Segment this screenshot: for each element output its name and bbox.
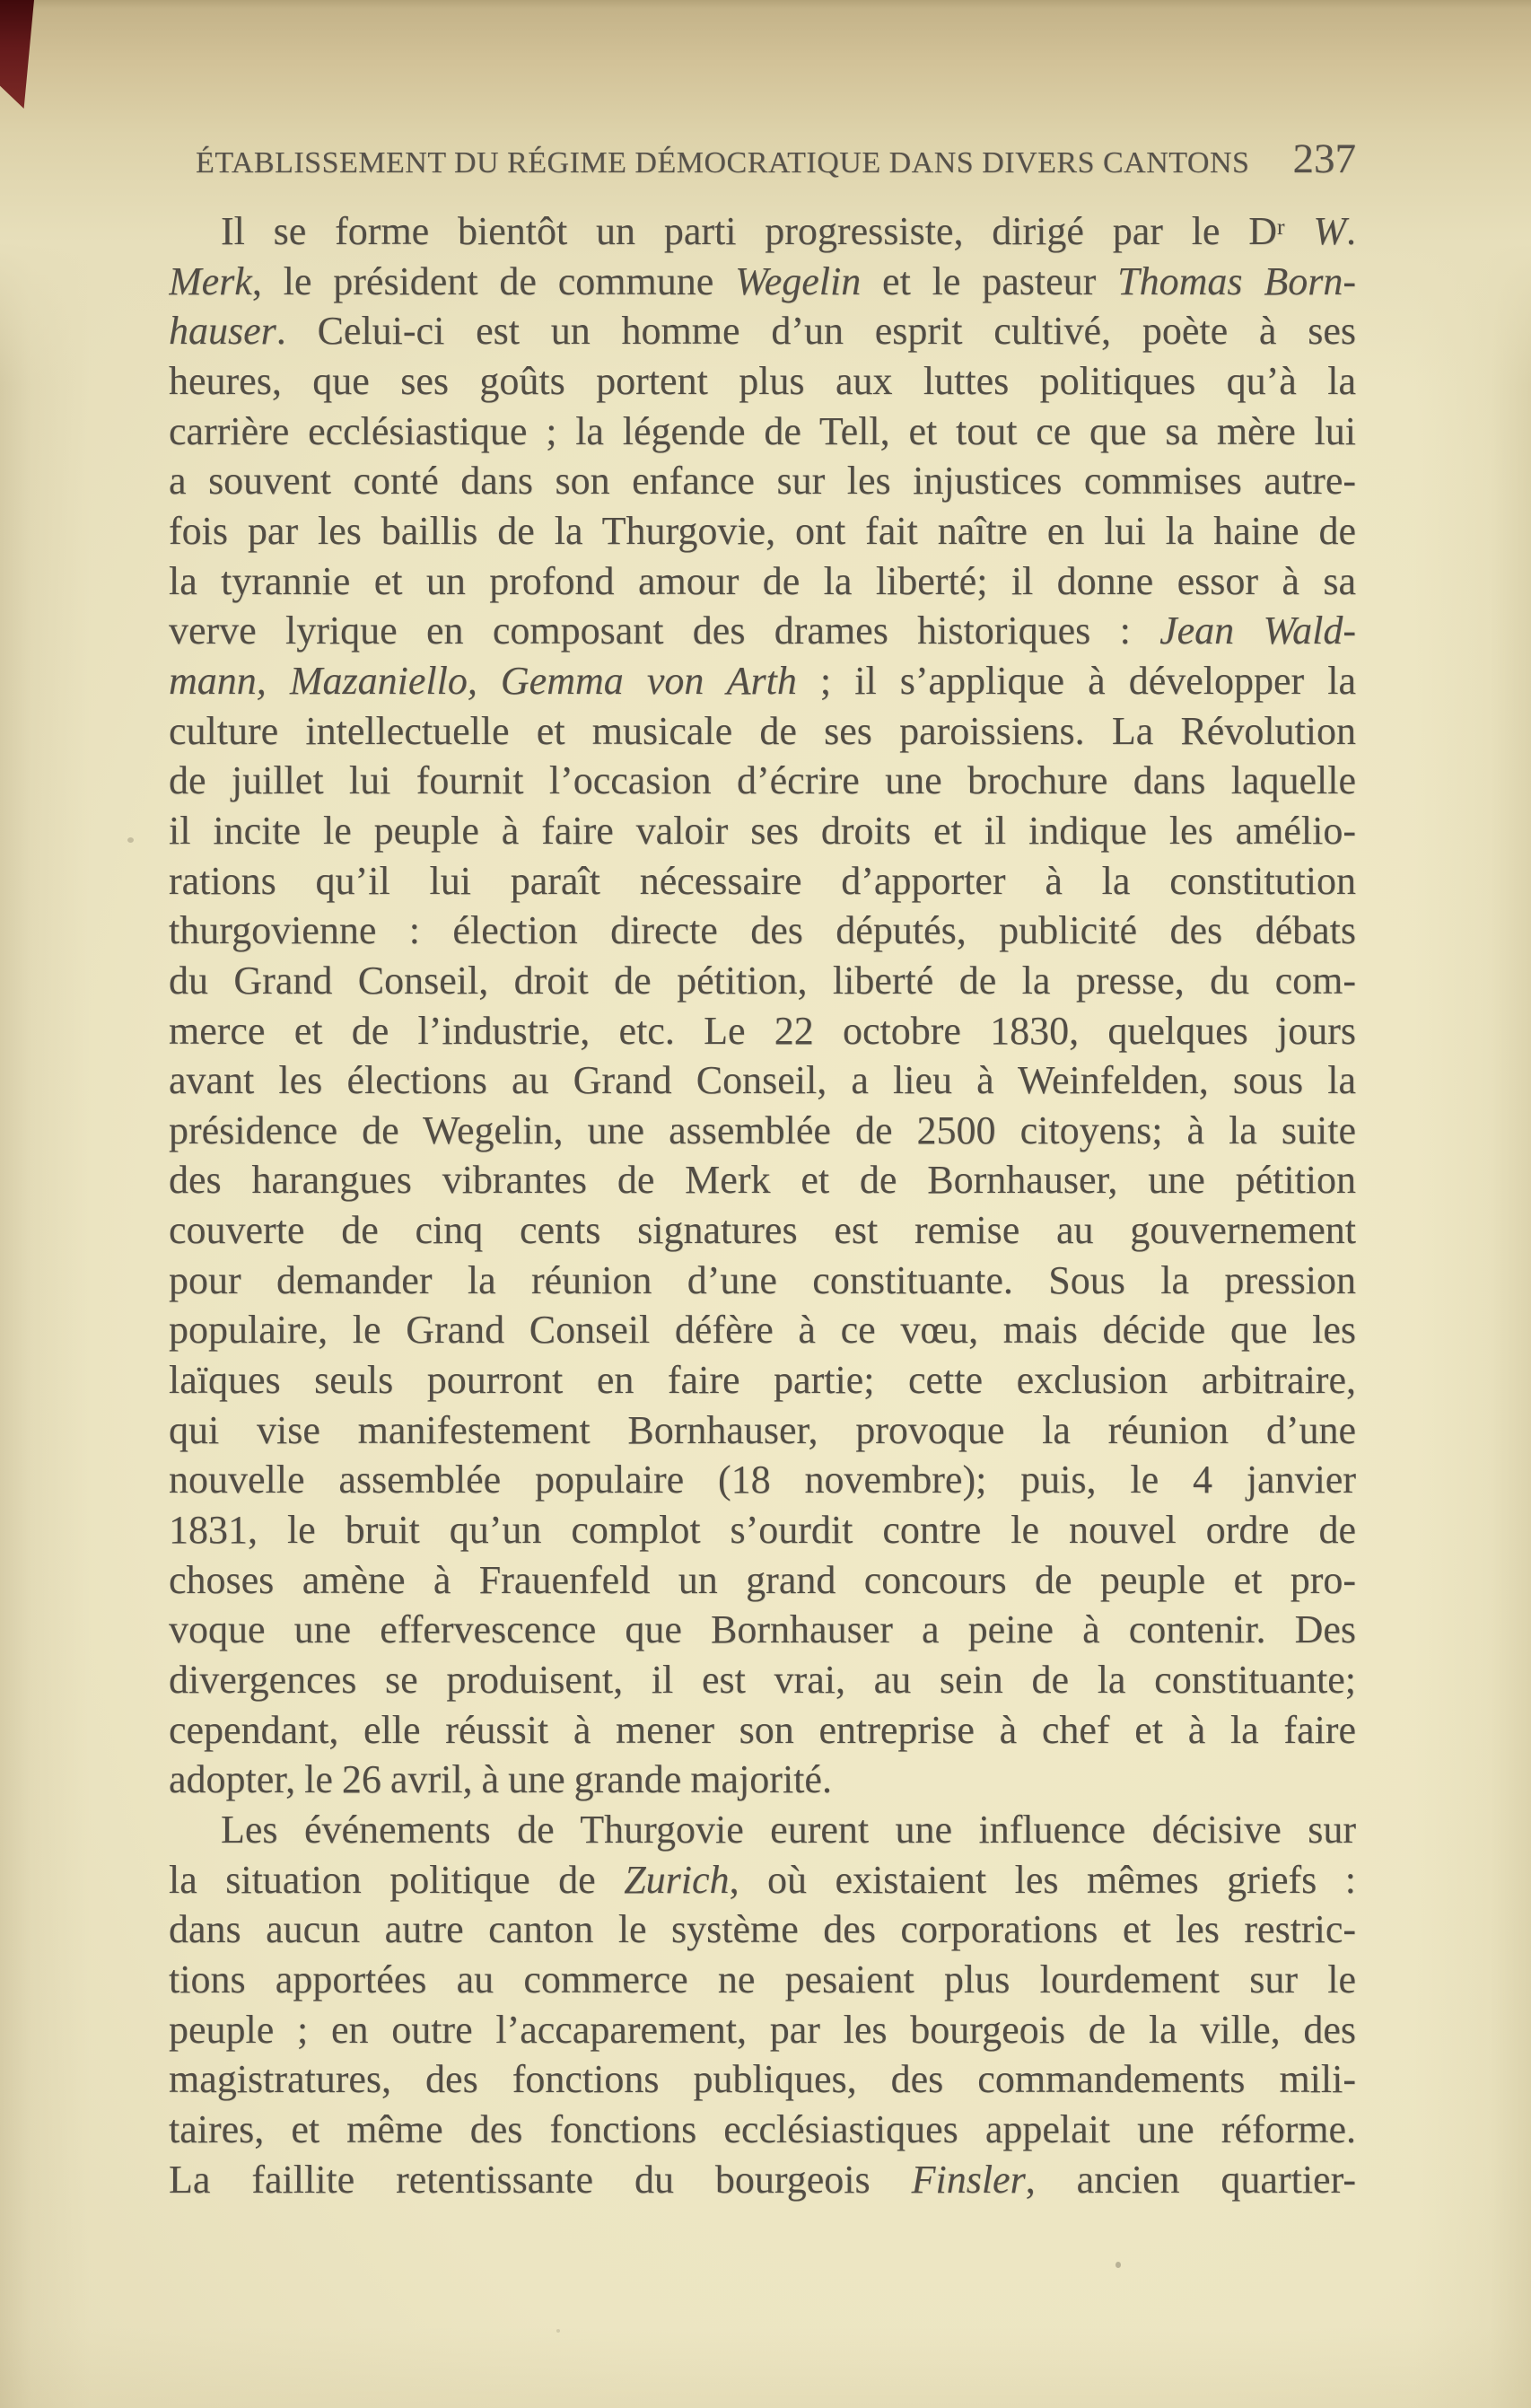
text-line: du Grand Conseil, droit de pétition, liberté de la presse, du com-: [169, 958, 1356, 1003]
text-line: taires, et même des fonctions ecclésiastiques appelait une réforme.: [169, 2106, 1356, 2151]
text-line: la situation politique de Zurich, où existaient les mêmes griefs :: [169, 1857, 1356, 1902]
paper-speck: [556, 2329, 560, 2333]
text-line: adopter, le 26 avril, à une grande majorité.: [169, 1757, 832, 1802]
text-line: merce et de l’industrie, etc. Le 22 octobre 1830, quelques jours: [169, 1008, 1356, 1053]
running-title: ÉTABLISSEMENT DU RÉGIME DÉMOCRATIQUE DANS DIVERS CANTONS: [196, 146, 1250, 180]
text-line: peuple ; en outre l’accaparement, par les bourgeois de la ville, des: [169, 2007, 1356, 2052]
text-line: Merk, le président de commune Wegelin et le pasteur Thomas Born-: [169, 258, 1356, 303]
text-line: voque une effervescence que Bornhauser a peine à contenir. Des: [169, 1607, 1356, 1652]
page-header: [169, 135, 1356, 183]
text-line: couverte de cinq cents signatures est remise au gouvernement: [169, 1208, 1356, 1253]
text-line: dans aucun autre canton le système des corporations et les restric-: [169, 1907, 1356, 1952]
page-body: [169, 206, 1356, 2204]
text-line: présidence de Wegelin, une assemblée de 2500 citoyens; à la suite: [169, 1108, 1356, 1152]
page-number: 237: [1292, 136, 1356, 182]
text-line: la tyrannie et un profond amour de la liberté; il donne essor à sa: [169, 558, 1356, 603]
text-line: des harangues vibrantes de Merk et de Bornhauser, une pétition: [169, 1158, 1356, 1203]
paper-speck: [1343, 1474, 1347, 1477]
text-line: laïques seuls pourront en faire partie; cette exclusion arbitraire,: [169, 1358, 1356, 1403]
paper-speck: [1115, 2262, 1121, 2268]
text-line: 1831, le bruit qu’un complot s’ourdit contre le nouvel ordre de: [169, 1508, 1356, 1553]
text-line: pour demander la réunion d’une constituante. Sous la pression: [169, 1257, 1356, 1302]
text-line: rations qu’il lui paraît nécessaire d’apporter à la constitution: [169, 858, 1356, 903]
text-line: mann, Mazaniello, Gemma von Arth ; il s’applique à développer la: [169, 658, 1356, 703]
text-line: tions apportées au commerce ne pesaient plus lourdement sur le: [169, 1957, 1356, 2001]
text-line: verve lyrique en composant des drames historiques : Jean Wald-: [169, 609, 1356, 653]
text-line: La faillite retentissante du bourgeois Finsler, ancien quartier-: [169, 2157, 1356, 2202]
text-line: il incite le peuple à faire valoir ses droits et il indique les amélio-: [169, 808, 1356, 853]
text-line: de juillet lui fournit l’occasion d’écrire une brochure dans laquelle: [169, 758, 1356, 803]
text-line: divergences se produisent, il est vrai, au sein de la constituante;: [169, 1658, 1356, 1703]
paper-speck: [127, 837, 134, 843]
text-line: populaire, le Grand Conseil défère à ce vœu, mais décide que les: [169, 1308, 1356, 1353]
text-line: qui vise manifestement Bornhauser, provoque la réunion d’une: [169, 1407, 1356, 1452]
book-corner-red-binding: [0, 0, 34, 109]
text-line: culture intellectuelle et musicale de ses paroissiens. La Révolution: [169, 708, 1356, 753]
text-line: Il se forme bientôt un parti progressiste, dirigé par le $D^r$ W.: [221, 209, 1356, 253]
text-line: Les événements de Thurgovie eurent une influence décisive sur: [221, 1808, 1356, 1852]
text-line: cependant, elle réussit à mener son entreprise à chef et à la faire: [169, 1707, 1356, 1752]
text-line: nouvelle assemblée populaire (18 novembre); puis, le 4 janvier: [169, 1458, 1356, 1502]
text-line: fois par les baillis de la Thurgovie, ont fait naître en lui la haine de: [169, 508, 1356, 553]
text-line: heures, que ses goûts portent plus aux luttes politiques qu’à la: [169, 358, 1356, 403]
text-line: carrière ecclésiastique ; la légende de Tell, et tout ce que sa mère lui: [169, 408, 1356, 453]
text-line: avant les élections au Grand Conseil, a lieu à Weinfelden, sous la: [169, 1058, 1356, 1103]
text-line: thurgovienne : élection directe des députés, publicité des débats: [169, 908, 1356, 953]
text-line: hauser. Celui-ci est un homme d’un esprit cultivé, poète à ses: [169, 309, 1356, 354]
text-line: a souvent conté dans son enfance sur les injustices commises autre-: [169, 459, 1356, 503]
text-line: choses amène à Frauenfeld un grand concours de peuple et pro-: [169, 1557, 1356, 1602]
text-line: magistratures, des fonctions publiques, des commandements mili-: [169, 2057, 1356, 2102]
